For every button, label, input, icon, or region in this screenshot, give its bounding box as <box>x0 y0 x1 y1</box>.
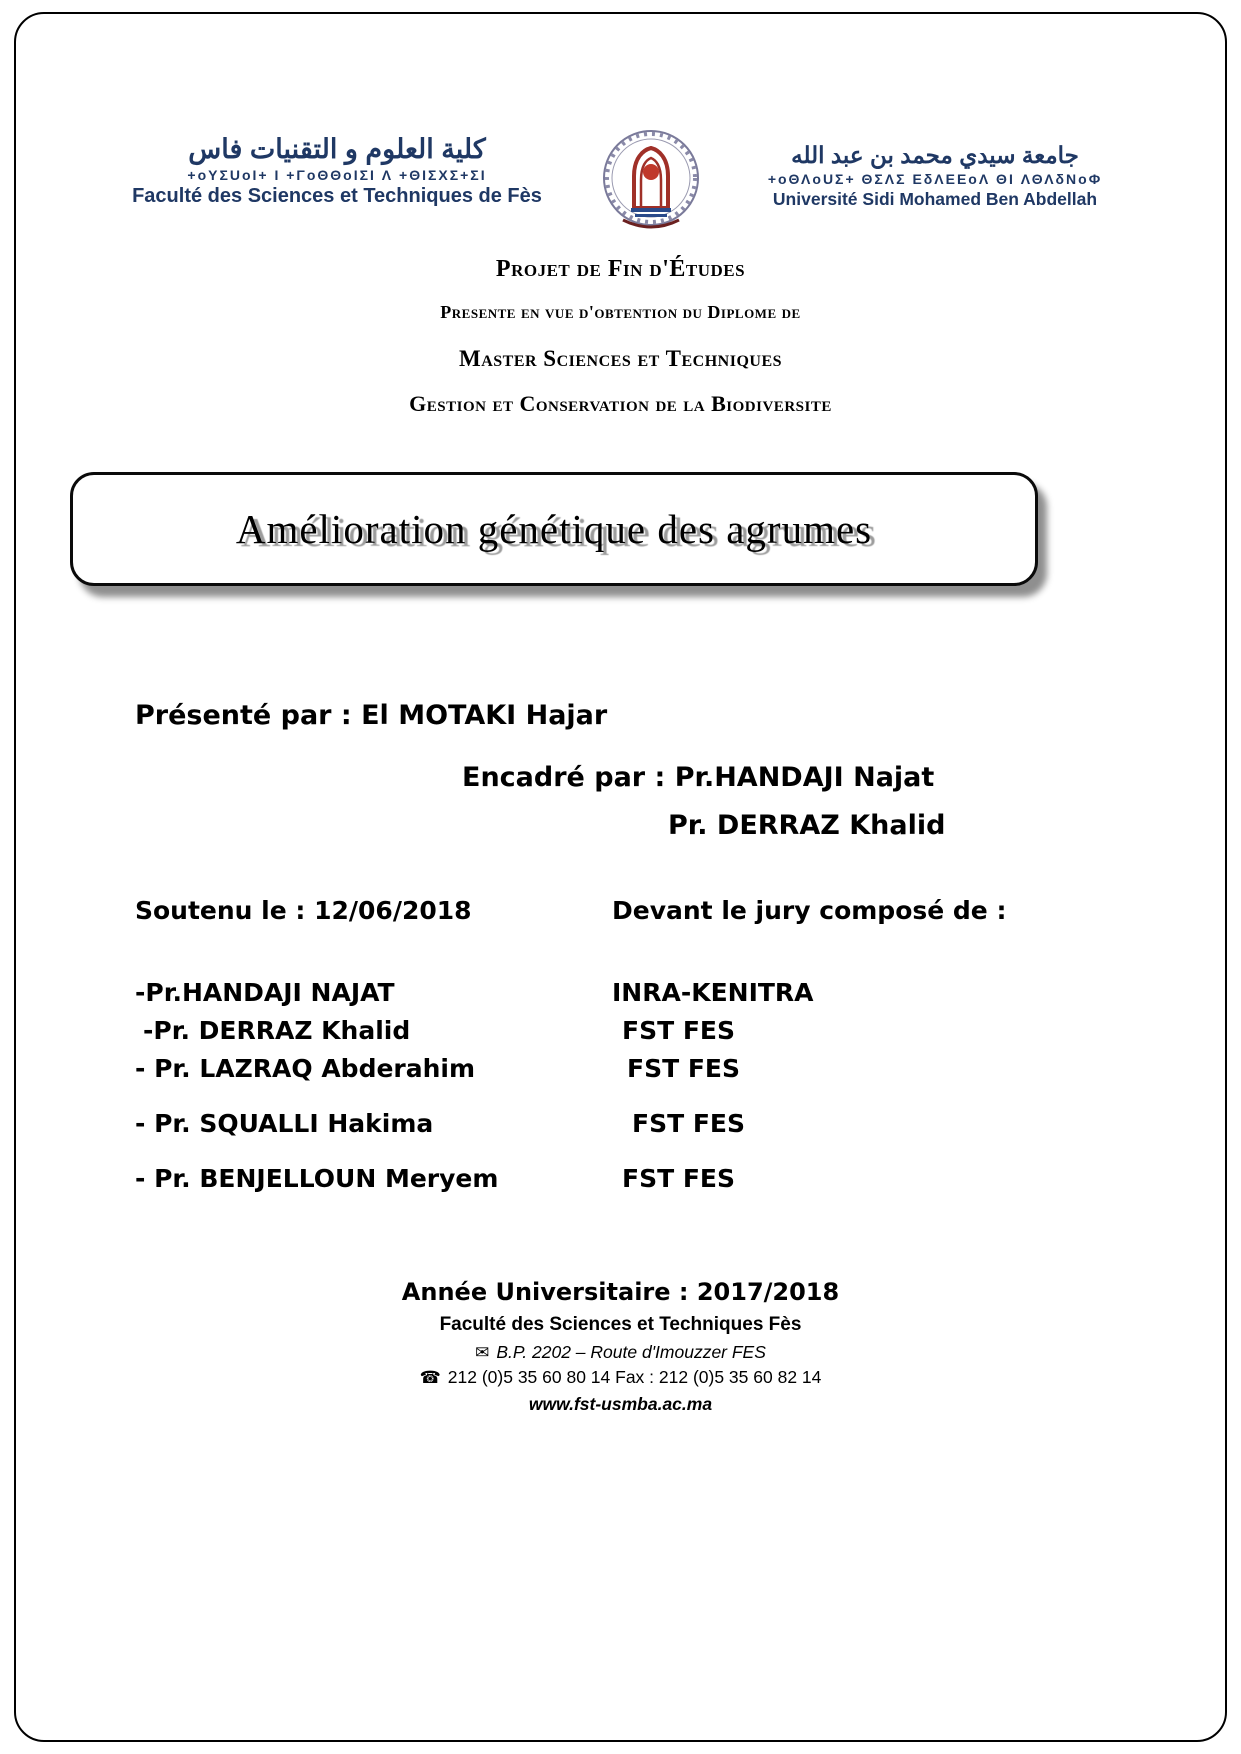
faculty-name-arabic: كلية العلوم و التقنيات فاس <box>188 134 486 164</box>
master-program-line: Master Sciences et Techniques <box>458 346 783 371</box>
jury-member-name: - Pr. LAZRAQ Abderahim <box>135 1054 476 1083</box>
jury-row <box>135 1109 746 1138</box>
jury-row <box>135 1164 736 1193</box>
presented-by-line: Présenté par : El MOTAKI Hajar <box>135 700 608 731</box>
jury-member-name: -Pr. DERRAZ Khalid <box>143 1016 411 1045</box>
website-line: www.fst-usmba.ac.ma <box>528 1394 713 1414</box>
jury-heading: Devant le jury composé de : <box>612 896 1007 925</box>
faculty-name-tifinagh: +oYΣUoI+ I +ΓoΘΘoIΣI Λ +ΘIΣXΣ+ΣI <box>187 167 487 183</box>
phone-icon: ☎ <box>419 1368 441 1387</box>
phone-line <box>0 1367 1241 1388</box>
defense-date: Soutenu le : 12/06/2018 <box>135 896 472 925</box>
emblem-graphic <box>601 122 701 240</box>
university-logo-emblem <box>601 122 701 240</box>
university-name-french: Université Sidi Mohamed Ben Abdellah <box>772 189 1098 209</box>
supervisor-2-line: Pr. DERRAZ Khalid <box>668 810 946 841</box>
faculty-name-french: Faculté des Sciences et Techniques de Fès <box>132 185 542 207</box>
jury-row <box>135 1054 741 1083</box>
address-text: B.P. 2202 – Route d'Imouzzer FES <box>496 1342 766 1362</box>
title-box <box>70 472 1038 586</box>
project-type-line: Projet de Fin d'Études <box>495 256 746 282</box>
phone-text: 212 (0)5 35 60 80 14 Fax : 212 (0)5 35 60 82 14 <box>447 1367 822 1387</box>
jury-member-affiliation: FST FES <box>632 1109 746 1138</box>
jury-member-affiliation: FST FES <box>627 1054 741 1083</box>
jury-member-name: -Pr.HANDAJI NAJAT <box>135 978 395 1007</box>
defense-row <box>135 896 1105 925</box>
university-header-block <box>740 126 1130 210</box>
academic-year-line: Année Universitaire : 2017/2018 <box>401 1278 840 1306</box>
jury-member-affiliation: INRA-KENITRA <box>612 978 814 1007</box>
jury-member-affiliation: FST FES <box>622 1016 736 1045</box>
envelope-icon: ✉ <box>475 1343 490 1362</box>
jury-row <box>143 1016 736 1045</box>
specialty-line: Gestion et Conservation de la Biodiversite <box>409 391 832 416</box>
jury-member-affiliation: FST FES <box>622 1164 736 1193</box>
document-title: Amélioration génétique des agrumes <box>235 506 873 552</box>
faculty-footer-line: Faculté des Sciences et Techniques Fès <box>439 1314 802 1335</box>
diploma-purpose-line: Presente en vue d'obtention du Diplome de <box>440 302 801 322</box>
jury-member-name: - Pr. BENJELLOUN Meryem <box>135 1164 499 1193</box>
university-name-tifinagh: +oΘΛoUΣ+ ΘΣΛΣ ΕδΛΕΕoΛ ΘI ΛΘΛδΝoΦ <box>767 171 1103 187</box>
jury-member-name: - Pr. SQUALLI Hakima <box>135 1109 434 1138</box>
university-name-arabic: جامعة سيدي محمد بن عبد الله <box>791 142 1079 168</box>
jury-row <box>135 978 814 1007</box>
supervised-by-line: Encadré par : Pr.HANDAJI Najat <box>462 762 935 793</box>
header <box>112 126 1130 240</box>
faculty-header-block <box>112 126 562 208</box>
address-line <box>0 1342 1241 1363</box>
